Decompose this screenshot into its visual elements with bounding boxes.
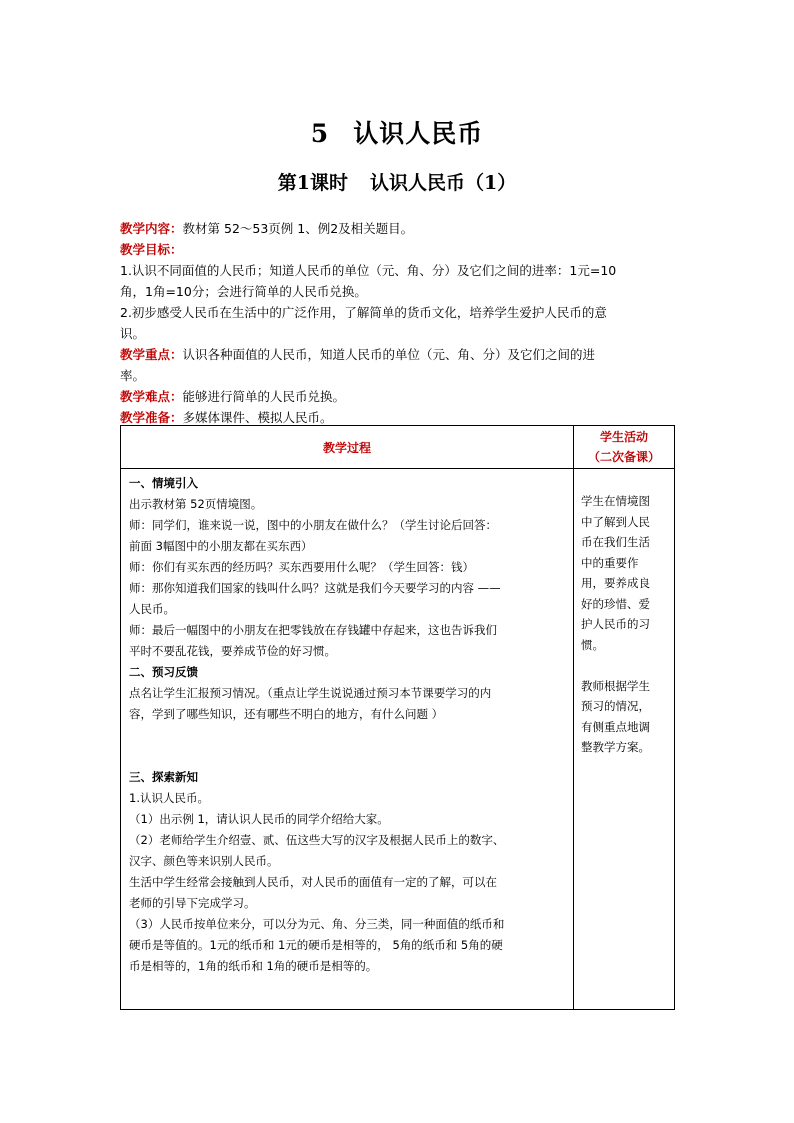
activity-line: 护人民币的习	[581, 617, 650, 631]
lesson-plan-table	[120, 425, 675, 1010]
teaching-difficulty-label: 教学难点：	[120, 389, 183, 404]
process-line: （1）出示例 1，请认识人民币的同学介绍给大家。	[129, 812, 389, 826]
chapter-title	[0, 114, 794, 150]
process-line: 硬币是等值的。1元的纸币和 1元的硬币是相等的， 5角的纸币和 5角的硬	[129, 938, 503, 952]
process-line: 师：最后一幅图中的小朋友在把零钱放在存钱罐中存起来，这也告诉我们	[129, 623, 497, 637]
process-line: 平时不要乱花钱，要养成节俭的好习惯。	[129, 644, 336, 658]
teaching-difficulty-text: 能够进行简单的人民币兑换。	[182, 389, 346, 404]
chapter-name: 认识人民币	[353, 119, 484, 148]
teaching-key-label: 教学重点：	[120, 347, 183, 362]
teaching-goals-line: 2.初步感受人民币在生活中的广泛作用，了解简单的货币文化，培养学生爱护人民币的意	[120, 305, 607, 320]
process-line: 前面 3幅图中的小朋友都在买东西）	[129, 539, 313, 553]
table-body-row	[121, 469, 675, 1010]
process-line: 汉字、颜色等来识别人民币。	[129, 854, 279, 868]
teaching-goals-line: 识。	[120, 326, 146, 341]
process-line: 生活中学生经常会接触到人民币，对人民币的面值有一定的了解，可以在	[129, 875, 497, 889]
activity-line: 币在我们生活	[581, 535, 650, 549]
header-activity-line1: 学生活动	[599, 430, 648, 444]
process-line: 容，学到了哪些知识，还有哪些不明白的地方，有什么问题 ）	[129, 707, 444, 721]
table-header-row	[121, 426, 675, 469]
process-line: 1.认识人民币。	[129, 791, 209, 805]
teaching-goals-line: 1.认识不同面值的人民币；知道人民币的单位（元、角、分）及它们之间的进率：1元=10	[120, 263, 617, 278]
activity-line: 中了解到人民	[581, 514, 650, 529]
process-line: （2）老师给学生介绍壹、贰、伍这些大写的汉字及根据人民币上的数字、	[129, 833, 505, 847]
teaching-goals-label: 教学目标：	[120, 242, 183, 257]
lesson-meta	[120, 218, 680, 428]
process-line: 出示教材第 52页情境图。	[129, 497, 263, 511]
teaching-prep-text: 多媒体课件、模拟人民币。	[182, 410, 333, 425]
activity-line: 预习的情况，	[581, 699, 650, 713]
lesson-title	[0, 168, 794, 195]
section-title: 三、探索新知	[129, 770, 198, 784]
header-activity-line2: （二次备课）	[587, 450, 660, 464]
activity-line: 学生在情境图	[581, 494, 650, 508]
activity-line: 惯。	[581, 637, 604, 652]
process-line: 币是相等的，1角的纸币和 1角的硬币是相等的。	[129, 959, 378, 973]
activity-line: 用，要养成良	[581, 576, 650, 590]
process-line: 师：那你知道我们国家的钱叫什么吗？这就是我们今天要学习的内容 ——	[129, 581, 501, 595]
header-teaching-process: 教学过程	[121, 426, 574, 469]
activity-line: 好的珍惜、爱	[581, 596, 650, 611]
teaching-content-label: 教学内容：	[120, 221, 183, 236]
process-line: 师：你们有买东西的经历吗？买东西要用什么呢？（学生回答：钱）	[129, 560, 474, 574]
activity-line: 教师根据学生	[581, 678, 650, 693]
lesson-name: 认识人民币（1）	[370, 172, 517, 194]
teaching-key-continued: 率。	[120, 368, 146, 383]
section-title: 二、预习反馈	[129, 665, 198, 679]
teaching-goals-line: 角，1角=10分；会进行简单的人民币兑换。	[120, 284, 367, 299]
teaching-content-text: 教材第 52～53页例 1、例2及相关题目。	[182, 221, 414, 236]
teaching-content	[120, 218, 680, 239]
activity-line: 整教学方案。	[581, 740, 650, 754]
section-title: 一、情境引入	[129, 476, 198, 490]
process-line: （3）人民币按单位来分，可以分为元、角、分三类，同一种面值的纸币和	[129, 917, 505, 931]
teaching-key-points	[120, 344, 680, 365]
header-student-activity	[574, 426, 675, 469]
teaching-key-text: 认识各种面值的人民币，知道人民币的单位（元、角、分）及它们之间的进	[182, 347, 596, 362]
activity-line: 中的重要作	[581, 555, 639, 570]
teaching-process-cell	[121, 469, 574, 1010]
process-line: 师：同学们，谁来说一说，图中的小朋友在做什么？（学生讨论后回答：	[129, 518, 497, 532]
activity-line: 有侧重点地调	[581, 719, 650, 734]
process-line: 老师的引导下完成学习。	[129, 896, 256, 910]
process-line: 点名让学生汇报预习情况。（重点让学生说说通过预习本节课要学习的内	[129, 686, 492, 700]
teaching-prep-label: 教学准备：	[120, 410, 183, 425]
teaching-difficulty	[120, 386, 680, 407]
teaching-goals-heading	[120, 239, 680, 260]
student-activity-cell	[574, 469, 675, 1010]
lesson-period: 第1课时	[277, 172, 348, 194]
chapter-number: 5	[310, 119, 330, 148]
process-line: 人民币。	[129, 602, 175, 616]
